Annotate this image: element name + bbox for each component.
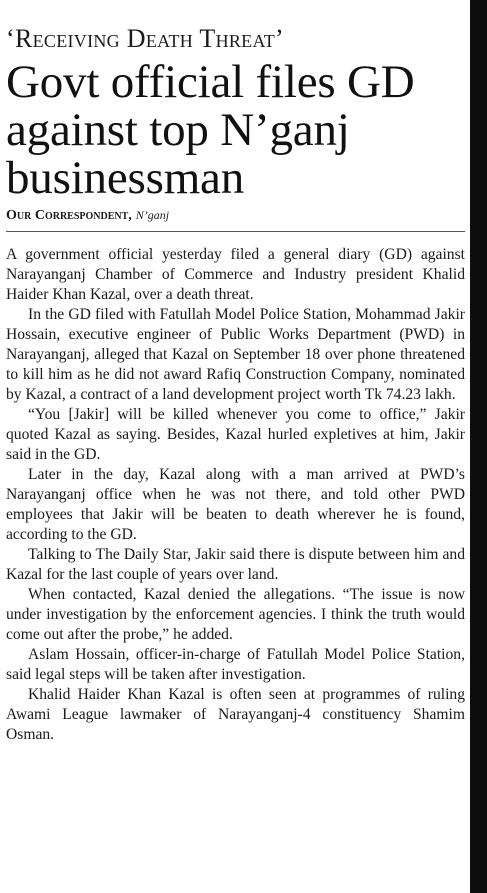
- paragraph-2: In the GD filed with Fatullah Model Police Station, Mohammad Jakir Hossain, executive engineer of Public Works Department (PWD) in Narayanganj, alleged that Kazal on September 18 over phone threatened to kill him as he did not award Rafiq Construction Company, nominated by Kazal, a contract of a land development project worth Tk 74.23 lakh.: [6, 306, 465, 403]
- paragraph-8: Khalid Haider Khan Kazal is often seen at programmes of ruling Awami League lawmaker of Narayanganj-4 constituency Shamim Osman.: [6, 686, 465, 743]
- paragraph-7: Aslam Hossain, officer-in-charge of Fatullah Model Police Station, said legal steps will be taken after investigation.: [6, 646, 465, 683]
- article-column: [6, 24, 465, 745]
- paragraph-4: Later in the day, Kazal along with a man arrived at PWD’s Narayanganj office when he was not there, and told other PWD employees that Jakir will be beaten to death wherever he is found, according to the GD.: [6, 466, 465, 543]
- byline-divider: [6, 231, 465, 232]
- paragraph-5: Talking to The Daily Star, Jakir said there is dispute between him and Kazal for the last couple of years over land.: [6, 546, 465, 583]
- byline-location: N’ganj: [135, 208, 170, 222]
- byline: [6, 206, 465, 225]
- paragraph-1: A government official yesterday filed a general diary (GD) against Narayanganj Chamber of Commerce and Industry president Khalid Haider Khan Kazal, over a death threat.: [6, 246, 465, 303]
- paragraph-3: “You [Jakir] will be killed whenever you come to office,” Jakir quoted Kazal as saying. Besides, Kazal hurled expletives at him, Jakir said in the GD.: [6, 406, 465, 463]
- byline-name: Our Correspondent,: [6, 208, 132, 223]
- headline: Govt official files GD against top N’ganj businessman: [6, 56, 415, 204]
- article-body: [6, 245, 465, 745]
- paragraph-6: When contacted, Kazal denied the allegations. “The issue is now under investigation by the enforcement agencies. I think the truth would come out after the probe,” he added.: [6, 586, 465, 643]
- adjacent-column-edge: [470, 0, 487, 893]
- kicker: ‘Receiving Death Threat’: [6, 24, 285, 53]
